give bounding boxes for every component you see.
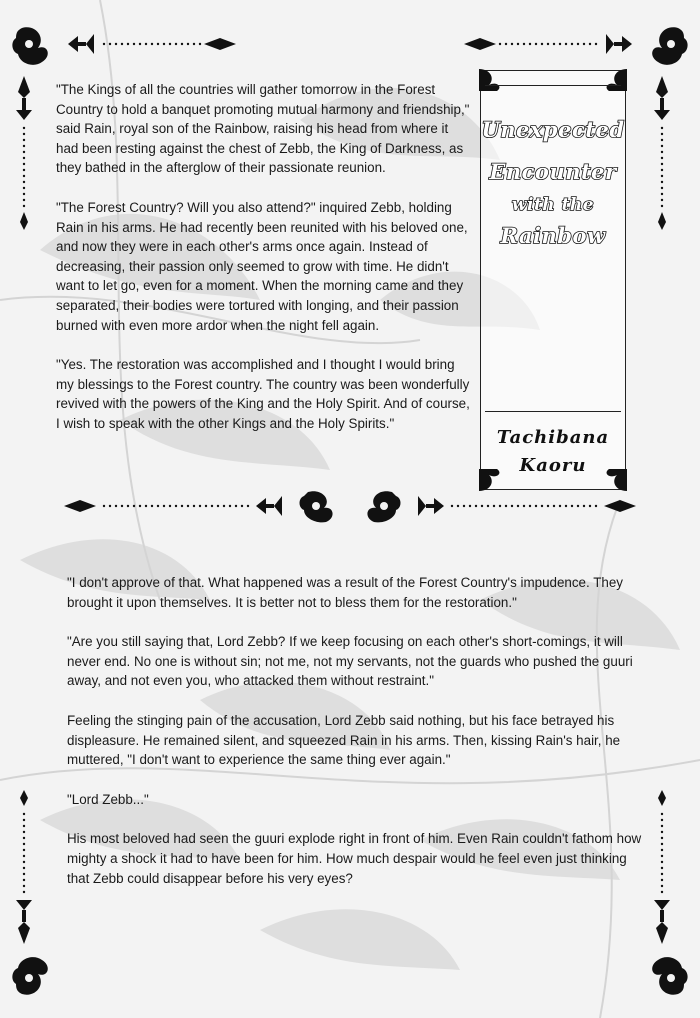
side-flourish-left-top: [12, 72, 36, 232]
side-flourish-right-top: [650, 72, 674, 232]
corner-flourish-top-right: [452, 22, 692, 72]
corner-flourish-top-left: [8, 22, 248, 72]
title-panel: [480, 70, 626, 490]
paragraph: "I don't approve of that. What happened was a result of the Forest Country's impudence. They brought it upon themselves. It is better not to bless them for the restoration.": [67, 575, 623, 610]
corner-flourish-bottom-left: [8, 950, 248, 1000]
story-text-bottom: [67, 573, 647, 908]
divider-flourish: [60, 488, 640, 524]
paragraph: "The Kings of all the countries will gather tomorrow in the Forest Country to hold a banquet promoting mutual harmony and friendship," said Rain, royal son of the Rainbow, raising his head from where it had been resting against the chest of Zebb, the King of Darkness, as they bathed in the afterglow of their passionate reunion.: [56, 82, 470, 176]
paragraph: "Yes. The restoration was accomplished and I thought I would bring my blessings to the Forest country. The country was been wonderfully revived with the powers of the King and the Holy Spirit. And of course, I wish to speak with the other Kings and the Holy Spirits.": [56, 357, 470, 431]
paragraph: "Lord Zebb...": [67, 791, 149, 807]
author-line: Kaoru: [519, 455, 587, 476]
side-flourish-left-bottom: [12, 788, 36, 948]
paragraph: Feeling the stinging pain of the accusation, Lord Zebb said nothing, but his face betrayed his displeasure. He remained silent, and squeezed Rain in his arms. Then, kissing Rain's hair, he muttered, "I don't want to experience the same thing ever again.": [67, 712, 621, 768]
title-line: Encounter: [489, 159, 617, 184]
author-line: Tachibana: [496, 427, 610, 448]
panel-flourish-top: [477, 67, 629, 91]
story-text-top: [56, 80, 474, 454]
title-line: Rainbow: [500, 223, 606, 248]
paragraph: "Are you still saying that, Lord Zebb? If we keep focusing on each other's short-comings, it will never end. No one is without sin; not me, not my servants, not the guards who pushed the guuri away, and not even you, who attacked them without restraint.": [67, 634, 633, 689]
panel-rule: [485, 411, 621, 412]
corner-flourish-bottom-right: [452, 950, 692, 1000]
title-line: Unexpected: [481, 117, 625, 142]
title-line: with the: [511, 195, 595, 215]
paragraph: "The Forest Country? Will you also attend?" inquired Zebb, holding Rain in his arms. He had recently been reunited with his beloved one, and now they were in each other's arms once again. Instead of decreasing, their passion only seemed to grow with time. He didn't want to let go, even for a moment. When the morning came and they separated, their bodies were tortured with longing, and their passion burned with even more ardor when the night fell again.: [56, 199, 468, 333]
panel-rule: [485, 85, 621, 86]
paragraph: His most beloved had seen the guuri explode right in front of him. Even Rain couldn't fathom how mighty a shock it had to have been for him. How much despair would he feel even just thinking that Zebb could disappear before his very eyes?: [67, 831, 642, 886]
side-flourish-right-bottom: [650, 788, 674, 948]
